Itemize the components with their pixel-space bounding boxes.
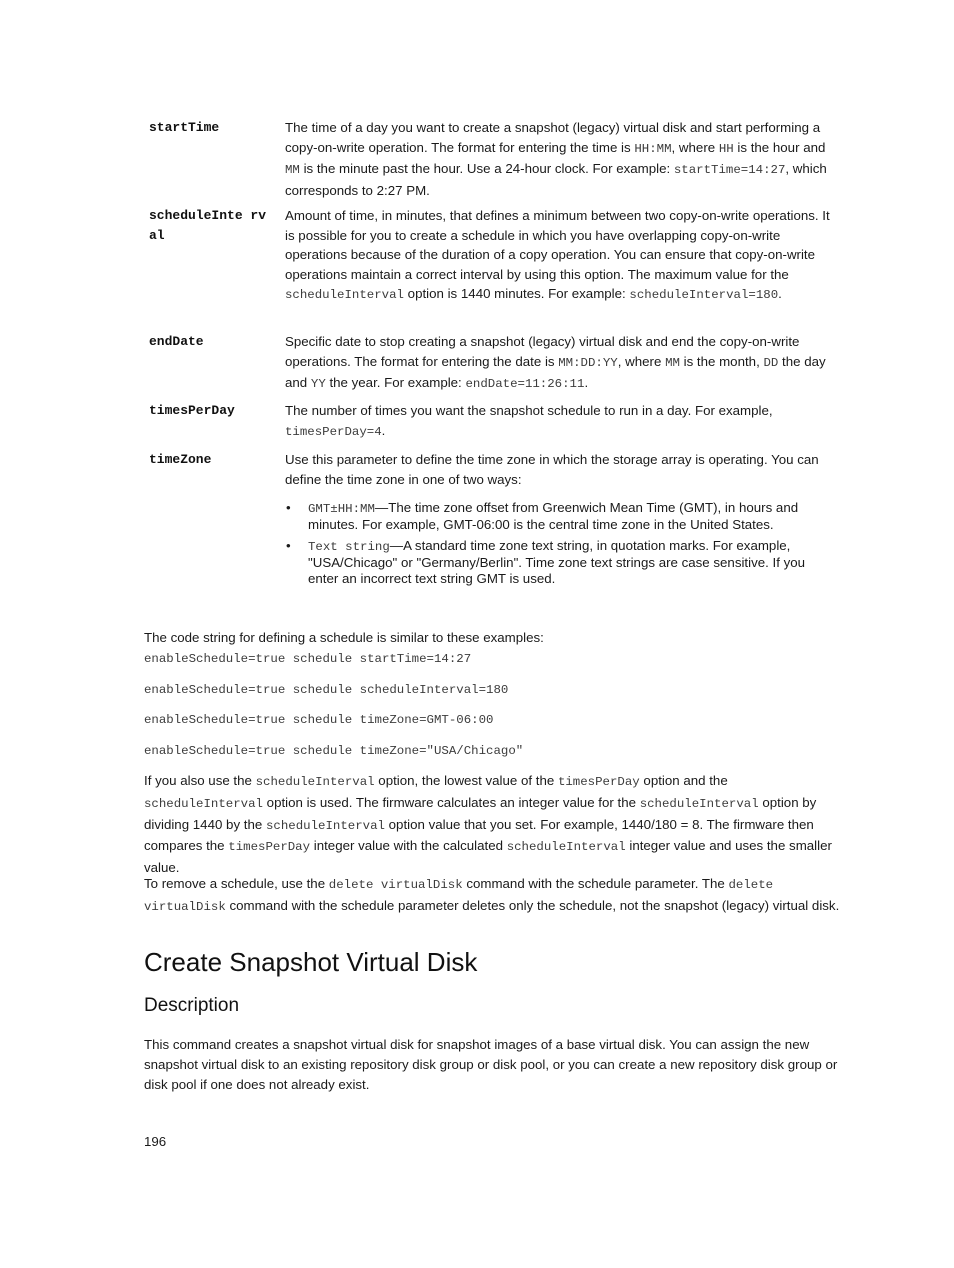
inline-code: scheduleInterval: [506, 840, 626, 855]
text-run: option is 1440 minutes. For example:: [403, 286, 630, 302]
bullet-icon: •: [286, 500, 291, 515]
text-run: , where: [617, 353, 666, 369]
text-run: is the month,: [679, 353, 764, 369]
text-run: .: [778, 286, 782, 302]
inline-code: DD: [763, 355, 779, 370]
paragraph-interval: [144, 771, 844, 878]
text-run: the day and: [285, 353, 826, 391]
section-heading: Create Snapshot Virtual Disk: [144, 947, 478, 977]
text-run: —The time zone offset from Greenwich Mean Time (GMT), in hours and minutes. For example, GMT-06:00 is the central time zone in the United States.: [308, 500, 799, 533]
inline-code: scheduleInterval: [285, 288, 404, 303]
bullet-text-gmt-offset: [308, 500, 798, 532]
paragraph-remove-schedule: [144, 874, 844, 918]
inline-code: timesPerDay: [228, 840, 311, 855]
param-desc-timesperday: [285, 401, 838, 442]
param-desc-enddate: [285, 332, 838, 395]
param-desc-starttime: [285, 118, 838, 200]
inline-code: startTime=14:27: [673, 163, 786, 178]
code-example: enableSchedule=true schedule timeZone=GMT-06:00: [144, 713, 494, 727]
text-run: Amount of time, in minutes, that defines a minimum between two copy-on-write operations. It is possible for you to create a schedule in which you have overlapping copy-on-write operations because of the duration of a copy operation. You can ensure that copy-on-write operations maintain a correct interval by using this option. The maximum value for the: [285, 208, 830, 282]
text-run: the year. For example:: [325, 375, 466, 391]
inline-code: scheduleInterval: [144, 796, 263, 811]
inline-code: HH: [718, 141, 734, 156]
inline-code: HH:MM: [634, 141, 672, 156]
inline-code: Text string: [308, 539, 390, 554]
text-run: option value that you set. For example, 1440/180 = 8. The firmware then compares the: [144, 816, 814, 854]
text-run: command with the schedule parameter. The: [462, 876, 729, 891]
text-run: command with the schedule parameter deletes only the schedule, not the snapshot (legacy) virtual disk.: [225, 897, 840, 913]
inline-code: scheduleInterval: [265, 818, 385, 833]
code-example: enableSchedule=true schedule timeZone="USA/Chicago": [144, 744, 524, 758]
text-run: is the minute past the hour. Use a 24-hour clock. For example:: [299, 161, 674, 177]
text-run: option by dividing 1440 by the: [144, 794, 817, 832]
code-example: enableSchedule=true schedule startTime=14:27: [144, 652, 472, 666]
inline-code: timesPerDay: [557, 775, 640, 789]
inline-code: scheduleInterval=180: [629, 288, 779, 303]
text-run: If you also use the: [144, 773, 256, 788]
inline-code: delete virtualDisk: [144, 878, 774, 914]
list-item: [285, 500, 838, 534]
text-run: is the hour and: [733, 139, 826, 155]
inline-code: MM: [285, 163, 300, 178]
param-term-starttime: startTime: [149, 120, 220, 135]
bullet-text-text-string: [308, 538, 805, 587]
page-number: 196: [144, 1134, 167, 1149]
inline-code: MM: [665, 355, 680, 370]
inline-code: GMT±HH:MM: [308, 502, 375, 516]
text-run: .: [381, 422, 386, 438]
text-run: To remove a schedule, use the: [144, 876, 329, 891]
text-run: .: [584, 375, 589, 391]
inline-code: scheduleInterval: [639, 796, 759, 811]
text-run: The number of times you want the snapshot schedule to run in a day. For example,: [285, 403, 773, 418]
inline-code: timesPerDay=4: [285, 424, 382, 439]
description-paragraph: This command creates a snapshot virtual disk for snapshot images of a base virtual disk. You can assign the new snapshot virtual disk to an existing repository disk group or disk pool, or you can create a new repository disk group or disk pool if one does not already exist.: [144, 1037, 838, 1092]
timezone-format-list: [285, 500, 838, 591]
inline-code: MM:DD:YY: [558, 355, 618, 370]
text-run: integer value with the calculated: [310, 838, 507, 854]
text-run: , which corresponds to 2:27 PM.: [285, 161, 827, 198]
param-desc-scheduleinterval: [285, 206, 838, 306]
text-run: —A standard time zone text string, in quotation marks. For example, "USA/Chicago" or "Germany/Berlin". Time zone text strings are case sensitive. If you enter an incorrect text string GMT is used.: [308, 537, 806, 587]
param-term-enddate: endDate: [149, 334, 204, 349]
param-term-scheduleinterval: scheduleInte rval: [149, 208, 267, 243]
text-run: option, the lowest value of the: [374, 773, 558, 788]
code-intro-text: The code string for defining a schedule is similar to these examples:: [144, 630, 544, 645]
subsection-heading: Description: [144, 995, 240, 1016]
text-run: integer value and uses the smaller value.: [144, 838, 832, 876]
text-run: , where: [671, 139, 719, 155]
inline-code: endDate=11:26:11: [465, 377, 585, 392]
inline-code: scheduleInterval: [255, 775, 375, 789]
param-desc-timezone: [285, 450, 838, 489]
param-term-timezone: timeZone: [149, 452, 212, 467]
inline-code: delete virtualDisk: [328, 878, 463, 892]
text-run: Specific date to stop creating a snapshot (legacy) virtual disk and end the copy-on-write operations. The format for entering the date is: [285, 334, 800, 369]
text-run: Use this parameter to define the time zone in which the storage array is operating. You can define the time zone in one of two ways:: [285, 452, 819, 487]
text-run: The time of a day you want to create a snapshot (legacy) virtual disk and start performing a copy-on-write operation. The format for entering the time is: [285, 120, 821, 155]
text-run: option is used. The firmware calculates an integer value for the: [262, 794, 640, 810]
list-item: [285, 538, 838, 588]
text-run: option and the: [639, 773, 728, 788]
bullet-icon: •: [286, 537, 291, 553]
inline-code: YY: [310, 377, 326, 392]
param-term-timesperday: timesPerDay: [149, 403, 235, 418]
code-example: enableSchedule=true schedule scheduleInterval=180: [144, 683, 509, 697]
